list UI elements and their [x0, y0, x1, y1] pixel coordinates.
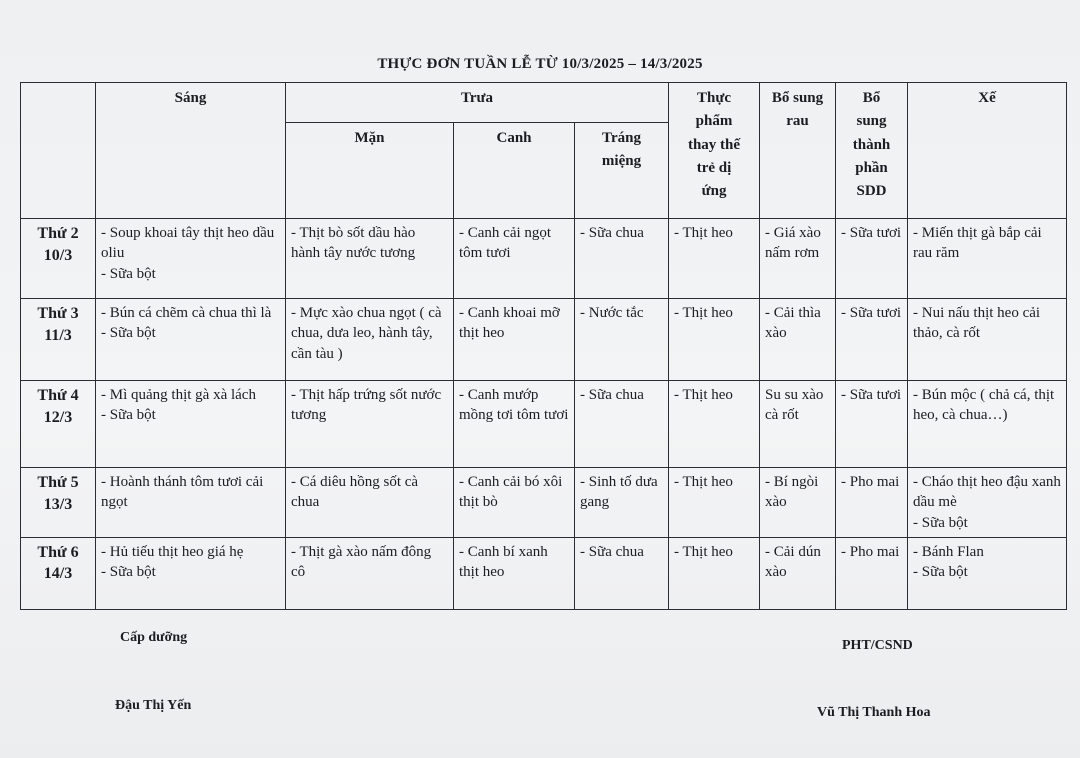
- cell-line: - Canh cải ngọt tôm tươi: [459, 225, 552, 262]
- cell-line: - Sữa tươi: [841, 305, 902, 321]
- bo-sung-rau-cell: [760, 381, 836, 468]
- day-cell: [21, 381, 96, 468]
- man-cell: [286, 219, 454, 299]
- day-cell: [21, 219, 96, 299]
- bo-sung-rau-cell: [760, 299, 836, 381]
- cell-line: phẩm: [695, 113, 733, 130]
- cell-line: - Thịt hấp trứng sốt nước tương: [291, 387, 442, 424]
- cell-line: - Sữa chua: [580, 543, 644, 560]
- cell-line: 12/3: [43, 408, 73, 426]
- cell-line: SDD: [856, 183, 887, 199]
- cell-line: - Mì quảng thịt gà xà lách: [101, 387, 256, 403]
- xe-cell: [908, 537, 1067, 609]
- cell-line: - Canh khoai mỡ thịt heo: [459, 305, 560, 342]
- cell-line: ứng: [701, 183, 727, 199]
- cell-line: rau: [786, 113, 809, 130]
- footer-right-role: PHT/CSND: [842, 638, 913, 653]
- cell-line: Bổ sung: [771, 90, 824, 106]
- bo-sung-sdd-cell: [836, 468, 908, 538]
- bo-sung-sdd-cell: [836, 537, 908, 609]
- thuc-pham-cell: [669, 468, 760, 538]
- day-cell: [21, 537, 96, 609]
- cell-line: - Cá diêu hồng sốt cà chua: [291, 474, 419, 511]
- cell-line: - Hủ tiếu thịt heo giá hẹ: [101, 543, 244, 560]
- header-sang: Sáng: [96, 83, 286, 219]
- thuc-pham-cell: [669, 219, 760, 299]
- footer-left-role: Cấp dưỡng: [120, 630, 188, 645]
- sang-cell: [96, 219, 286, 299]
- bo-sung-rau-cell: [760, 468, 836, 538]
- cell-line: phần: [855, 159, 888, 176]
- cell-line: Thứ 5: [37, 474, 79, 491]
- table-row: [21, 381, 1067, 468]
- header-canh: Canh: [454, 123, 575, 219]
- cell-line: - Cháo thịt heo đậu xanh dầu mè: [913, 474, 1061, 511]
- cell-line: - Thịt heo: [674, 543, 733, 560]
- cell-line: - Soup khoai tây thịt heo dầu oliu: [101, 225, 275, 262]
- cell-line: - Thịt heo: [674, 225, 733, 241]
- cell-line: - Miến thịt gà bắp cải rau răm: [913, 225, 1042, 262]
- thuc-pham-cell: [669, 299, 760, 381]
- cell-line: - Canh bí xanh thịt heo: [459, 543, 548, 580]
- thuc-pham-cell: [669, 381, 760, 468]
- cell-line: - Nui nấu thịt heo cải thảo, cà rốt: [913, 305, 1041, 342]
- header-trang-mieng: [575, 123, 669, 219]
- cell-line: - Cải thìa xào: [765, 305, 821, 342]
- header-man: Mặn: [286, 123, 454, 219]
- xe-cell: [908, 381, 1067, 468]
- sang-cell: [96, 299, 286, 381]
- cell-line: - Thịt gà xào nấm đông cô: [291, 543, 432, 580]
- table-row: [21, 219, 1067, 299]
- canh-cell: [454, 381, 575, 468]
- table-row: [21, 299, 1067, 381]
- cell-line: Thứ 6: [37, 543, 79, 561]
- cell-line: - Bí ngòi xào: [765, 474, 819, 511]
- header-trua: Trưa: [286, 83, 669, 123]
- cell-line: Thứ 4: [37, 387, 79, 404]
- sang-cell: [96, 381, 286, 468]
- cell-line: thay thế: [687, 136, 741, 153]
- cell-line: 13/3: [43, 495, 73, 513]
- cell-line: trẻ dị: [696, 159, 732, 176]
- trang-mieng-cell: [575, 219, 669, 299]
- cell-line: - Nước tắc: [580, 305, 644, 321]
- footer-right-name: Vũ Thị Thanh Hoa: [817, 705, 931, 720]
- day-cell: [21, 468, 96, 538]
- cell-line: thành: [852, 136, 891, 153]
- sang-cell: [96, 468, 286, 538]
- cell-line: - Bún cá chẽm cà chua thì là: [101, 305, 272, 321]
- cell-line: - Sữa tươi: [841, 225, 902, 241]
- man-cell: [286, 299, 454, 381]
- cell-line: 14/3: [43, 565, 73, 583]
- header-xe: Xế: [908, 83, 1067, 219]
- canh-cell: [454, 468, 575, 538]
- bo-sung-sdd-cell: [836, 299, 908, 381]
- cell-line: - Thịt heo: [674, 387, 733, 403]
- cell-line: Bổ: [862, 90, 881, 106]
- bo-sung-rau-cell: [760, 537, 836, 609]
- cell-line: - Cải dún xào: [765, 543, 821, 580]
- cell-line: - Sinh tố dưa gang: [580, 474, 658, 511]
- cell-line: - Canh cải bó xôi thịt bò: [459, 474, 563, 511]
- table-row: [21, 537, 1067, 609]
- page-title: THỰC ĐƠN TUẦN LỄ TỪ 10/3/2025 – 14/3/2025: [377, 56, 703, 72]
- thuc-pham-cell: [669, 537, 760, 609]
- cell-line: - Sữa bột: [913, 514, 968, 531]
- cell-line: - Bún mộc ( chả cá, thịt heo, cà chua…): [913, 387, 1055, 424]
- cell-line: - Bánh Flan: [913, 543, 984, 560]
- cell-line: - Sữa tươi: [841, 387, 902, 403]
- cell-line: 10/3: [43, 246, 73, 264]
- bo-sung-rau-cell: [760, 219, 836, 299]
- header-bo-sung-rau: [760, 83, 836, 219]
- cell-line: sung: [856, 113, 887, 130]
- weekly-menu-table: [20, 82, 1067, 610]
- day-cell: [21, 299, 96, 381]
- cell-line: - Sữa bột: [101, 325, 156, 342]
- cell-line: - Mực xào chua ngọt ( cà chua, dưa leo, hành tây, cần tàu ): [291, 305, 442, 362]
- trang-mieng-cell: [575, 299, 669, 381]
- footer-left-name: Đậu Thị Yến: [115, 698, 192, 713]
- trang-mieng-cell: [575, 468, 669, 538]
- header-bo-sung-sdd: [836, 83, 908, 219]
- trang-mieng-cell: [575, 537, 669, 609]
- table-row: [21, 468, 1067, 538]
- cell-line: - Sữa bột: [101, 265, 156, 282]
- canh-cell: [454, 537, 575, 609]
- cell-line: Thứ 3: [37, 305, 79, 322]
- cell-line: - Pho mai: [841, 474, 900, 490]
- cell-line: - Sữa chua: [580, 225, 644, 241]
- cell-line: miệng: [601, 153, 642, 170]
- cell-line: 11/3: [44, 326, 72, 344]
- xe-cell: [908, 219, 1067, 299]
- cell-line: - Sữa bột: [101, 407, 156, 424]
- bo-sung-sdd-cell: [836, 219, 908, 299]
- xe-cell: [908, 468, 1067, 538]
- cell-line: - Sữa bột: [913, 564, 968, 580]
- man-cell: [286, 381, 454, 468]
- header-thuc-pham: [669, 83, 760, 219]
- cell-line: - Sữa bột: [101, 564, 156, 580]
- cell-line: - Canh mướp mồng tơi tôm tươi: [459, 387, 569, 424]
- bo-sung-sdd-cell: [836, 381, 908, 468]
- xe-cell: [908, 299, 1067, 381]
- cell-line: - Hoành thánh tôm tươi cải ngọt: [101, 474, 264, 511]
- trang-mieng-cell: [575, 381, 669, 468]
- cell-line: - Sữa chua: [580, 387, 644, 403]
- cell-line: - Giá xào nấm rơm: [765, 225, 821, 262]
- cell-line: Thứ 2: [37, 225, 79, 242]
- cell-line: - Thịt bò sốt dầu hào hành tây nước tương: [291, 225, 416, 262]
- canh-cell: [454, 299, 575, 381]
- cell-line: Tráng: [602, 130, 641, 146]
- man-cell: [286, 537, 454, 609]
- cell-line: - Thịt heo: [674, 474, 733, 490]
- sang-cell: [96, 537, 286, 609]
- cell-line: Thực: [697, 90, 732, 106]
- header-day: [21, 83, 96, 219]
- man-cell: [286, 468, 454, 538]
- canh-cell: [454, 219, 575, 299]
- cell-line: Su su xào cà rốt: [765, 387, 824, 424]
- cell-line: - Thịt heo: [674, 305, 733, 321]
- cell-line: - Pho mai: [841, 543, 900, 560]
